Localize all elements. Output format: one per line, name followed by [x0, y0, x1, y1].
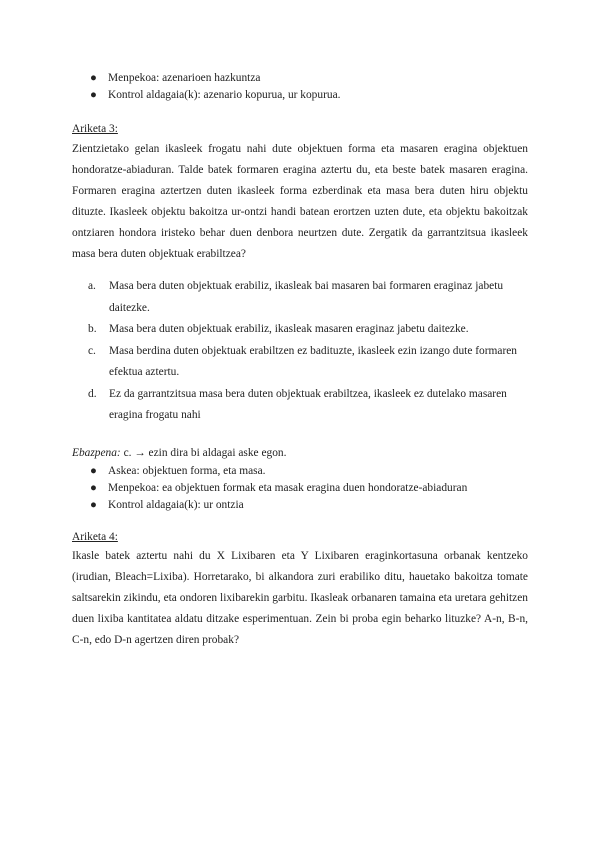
option-a	[88, 276, 528, 319]
ariketa-3-answer	[72, 445, 286, 462]
option-marker: d.	[88, 387, 97, 400]
ariketa-4-question: Ikasle batek aztertu nahi du X Lixibaren eta Y Lixibaren eraginkortasuna orbanak kentzeko (irudian, Bleach=Lixiba). Horretarako, bi alkandora zuri erabiliko ditu, hauetako bakoitza tomate saltsarekin zikindu, eta ondoren lixibarekin garbitu. Ikasleak orbanaren tamaina eta uretara gehitzen duen lixiba kantitatea aldatu ditzake esperimentuan. Zein bi proba egin beharko lituzke? A-n, B-n, C-n, edo D-n agertzen diren probak?	[72, 550, 528, 646]
option-text: Masa bera duten objektuak erabiliz, ikasleak masaren eraginaz jabetu daitezke.	[109, 323, 469, 335]
ariketa-3-options	[88, 276, 528, 427]
bullet-icon: ●	[90, 89, 97, 101]
option-text: Ez da garrantzitsua masa bera duten objektuak erabiltzea, ikasleek ez dutelako masaren eragina frogatu nahi	[109, 387, 507, 421]
option-marker: b.	[88, 323, 97, 335]
answer-value: c. → ezin dira bi aldagai aske egon.	[120, 447, 287, 459]
ariketa-4-heading: Ariketa 4:	[72, 531, 118, 543]
bullet-icon: ●	[90, 72, 97, 84]
bullet-text: Menpekoa: azenarioen hazkuntza	[108, 72, 261, 84]
list-item	[88, 497, 528, 514]
option-marker: c.	[88, 344, 96, 357]
bullet-icon: ●	[90, 499, 97, 511]
option-c	[88, 341, 528, 384]
bullet-text: Menpekoa: ea objektuen formak eta masak eragina duen hondoratze-abiaduran	[108, 482, 468, 494]
list-item	[88, 480, 528, 497]
bullet-text: Askea: objektuen forma, eta masa.	[108, 465, 266, 477]
ariketa-3-heading: Ariketa 3:	[72, 123, 118, 135]
top-bullet-list	[88, 70, 528, 104]
option-d	[88, 384, 528, 427]
bullet-icon: ●	[90, 465, 97, 477]
option-text: Masa bera duten objektuak erabiliz, ikasleak bai masaren bai formaren eraginaz jabetu daitezke.	[109, 280, 504, 314]
list-item	[88, 463, 528, 480]
option-b	[88, 319, 528, 341]
bullet-icon: ●	[90, 482, 97, 494]
option-marker: a.	[88, 280, 96, 292]
bullet-text: Kontrol aldagaia(k): azenario kopurua, ur kopurua.	[108, 89, 341, 101]
ariketa-3-variable-list	[88, 463, 528, 514]
answer-label: Ebazpena:	[72, 447, 121, 459]
bullet-text: Kontrol aldagaia(k): ur ontzia	[108, 499, 244, 511]
list-item	[88, 70, 528, 87]
ariketa-3-question: Zientzietako gelan ikasleek frogatu nahi dute objektuen forma eta masaren eragina objektuen hondoratze-abiaduran. Talde batek formaren eragina aztertu du, eta beste batek masaren eragina. Formaren eragina aztertzen duten ikasleek forma ezberdinak eta masa bera duten hiru objektu dituzte. Ikasleek objektu bakoitza ur-ontzi handi batean erortzen uzten dute, eta objektu bakoitzak ontziaren hondora iristeko behar duen denbora neurtzen dute. Zergatik da garrantzitsua ikasleek masa bera duten objektuak erabiltzea?	[72, 143, 528, 260]
list-item	[88, 87, 528, 104]
option-text: Masa berdina duten objektuak erabiltzen ez badituzte, ikasleek ezin izango dute formaren efektua aztertu.	[109, 344, 517, 378]
